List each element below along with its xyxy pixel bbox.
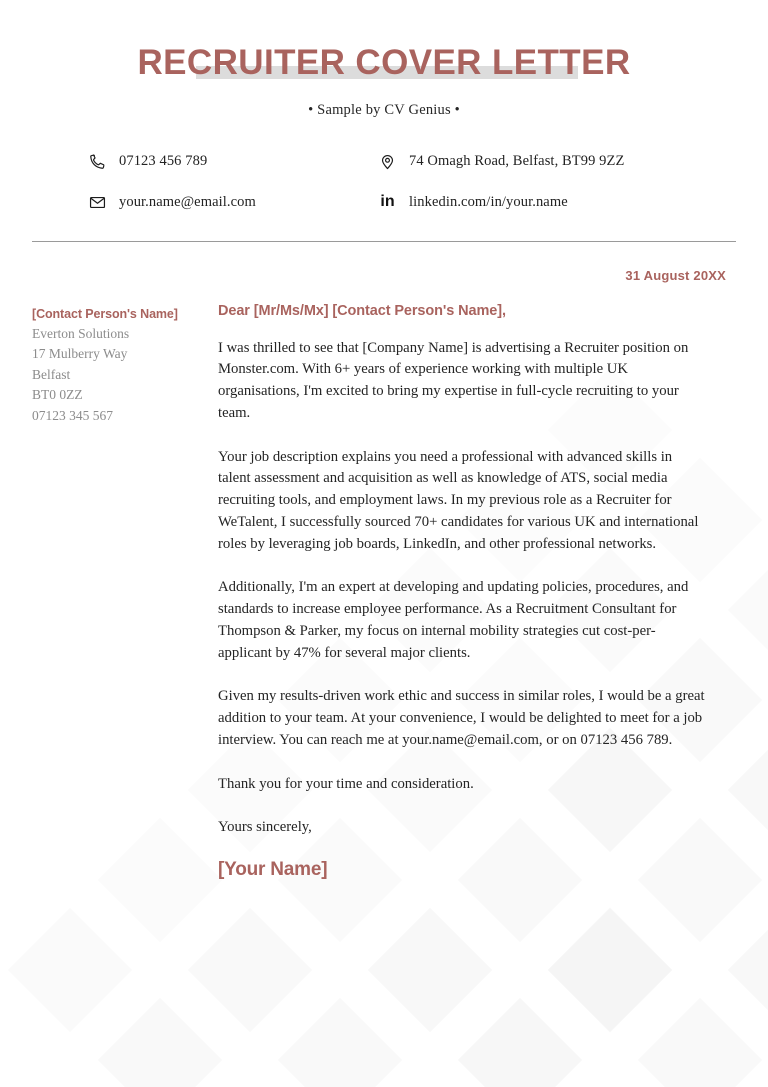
contact-linkedin[interactable] <box>378 193 736 212</box>
header-divider <box>32 241 736 242</box>
signature-name: [Your Name] <box>218 859 328 880</box>
body-paragraph: Thank you for your time and consideration. <box>218 775 474 792</box>
recipient-street: 17 Mulberry Way <box>32 346 128 362</box>
recipient-postcode: BT0 0ZZ <box>32 387 83 403</box>
contact-email[interactable] <box>88 193 378 212</box>
phone-icon <box>88 152 107 171</box>
salutation: Dear [Mr/Ms/Mx] [Contact Person's Name], <box>218 302 506 319</box>
page-title: RECRUITER COVER LETTER <box>137 43 631 82</box>
linkedin-glyph: in <box>380 193 395 210</box>
closing-line: Yours sincerely, <box>218 819 312 836</box>
recipient-city: Belfast <box>32 366 71 382</box>
letter-header <box>32 0 736 119</box>
contact-phone[interactable] <box>88 152 378 171</box>
letter-date: 31 August 20XX <box>625 267 726 283</box>
phone-value: 07123 456 789 <box>119 152 208 169</box>
recipient-company: Everton Solutions <box>32 325 130 341</box>
recipient-phone: 07123 345 567 <box>32 407 113 423</box>
letter-content <box>218 303 736 882</box>
contact-address <box>378 152 736 171</box>
email-value: your.name@email.com <box>119 193 256 210</box>
linkedin-icon <box>378 193 397 212</box>
title-wrapper <box>138 44 631 83</box>
recipient-address-block <box>32 303 210 882</box>
linkedin-value: linkedin.com/in/your.name <box>409 193 568 210</box>
body-paragraph: I was thrilled to see that [Company Name] is advertising a Recruiter position on Monster.com. With 6+ years of experience working with multiple UK organisations, I'm excited to bring my expertise in full-cycle recruiting to your team. <box>218 339 689 421</box>
address-value: 74 Omagh Road, Belfast, BT99 9ZZ <box>409 152 625 169</box>
contact-details <box>32 152 736 212</box>
body-paragraph: Additionally, I'm an expert at developing and updating policies, procedures, and standards to increase employee performance. As a Recruitment Consultant for Thompson & Parker, my focus on internal mobility strategies cut cost-per-applicant by 47% for several major clients. <box>218 579 689 661</box>
location-pin-icon <box>378 152 397 171</box>
body-paragraph: Your job description explains you need a professional with advanced skills in talent assessment and acquisition as well as knowledge of ATS, social media recruiting tools, and employment laws. In my previous role as a Recruiter for WeTalent, I successfully sourced 70+ candidates for various UK and international roles by leveraging job boards, LinkedIn, and other professional networks. <box>218 448 699 552</box>
envelope-icon <box>88 193 107 212</box>
body-paragraph: Given my results-driven work ethic and success in similar roles, I would be a great addition to your team. At your convenience, I would be delighted to meet for a job interview. You can reach me at your.name@email.com, or on 07123 456 789. <box>218 688 705 748</box>
recipient-name: [Contact Person's Name] <box>32 306 178 321</box>
letter-body <box>32 303 736 882</box>
subtitle: • Sample by CV Genius • <box>308 101 460 118</box>
